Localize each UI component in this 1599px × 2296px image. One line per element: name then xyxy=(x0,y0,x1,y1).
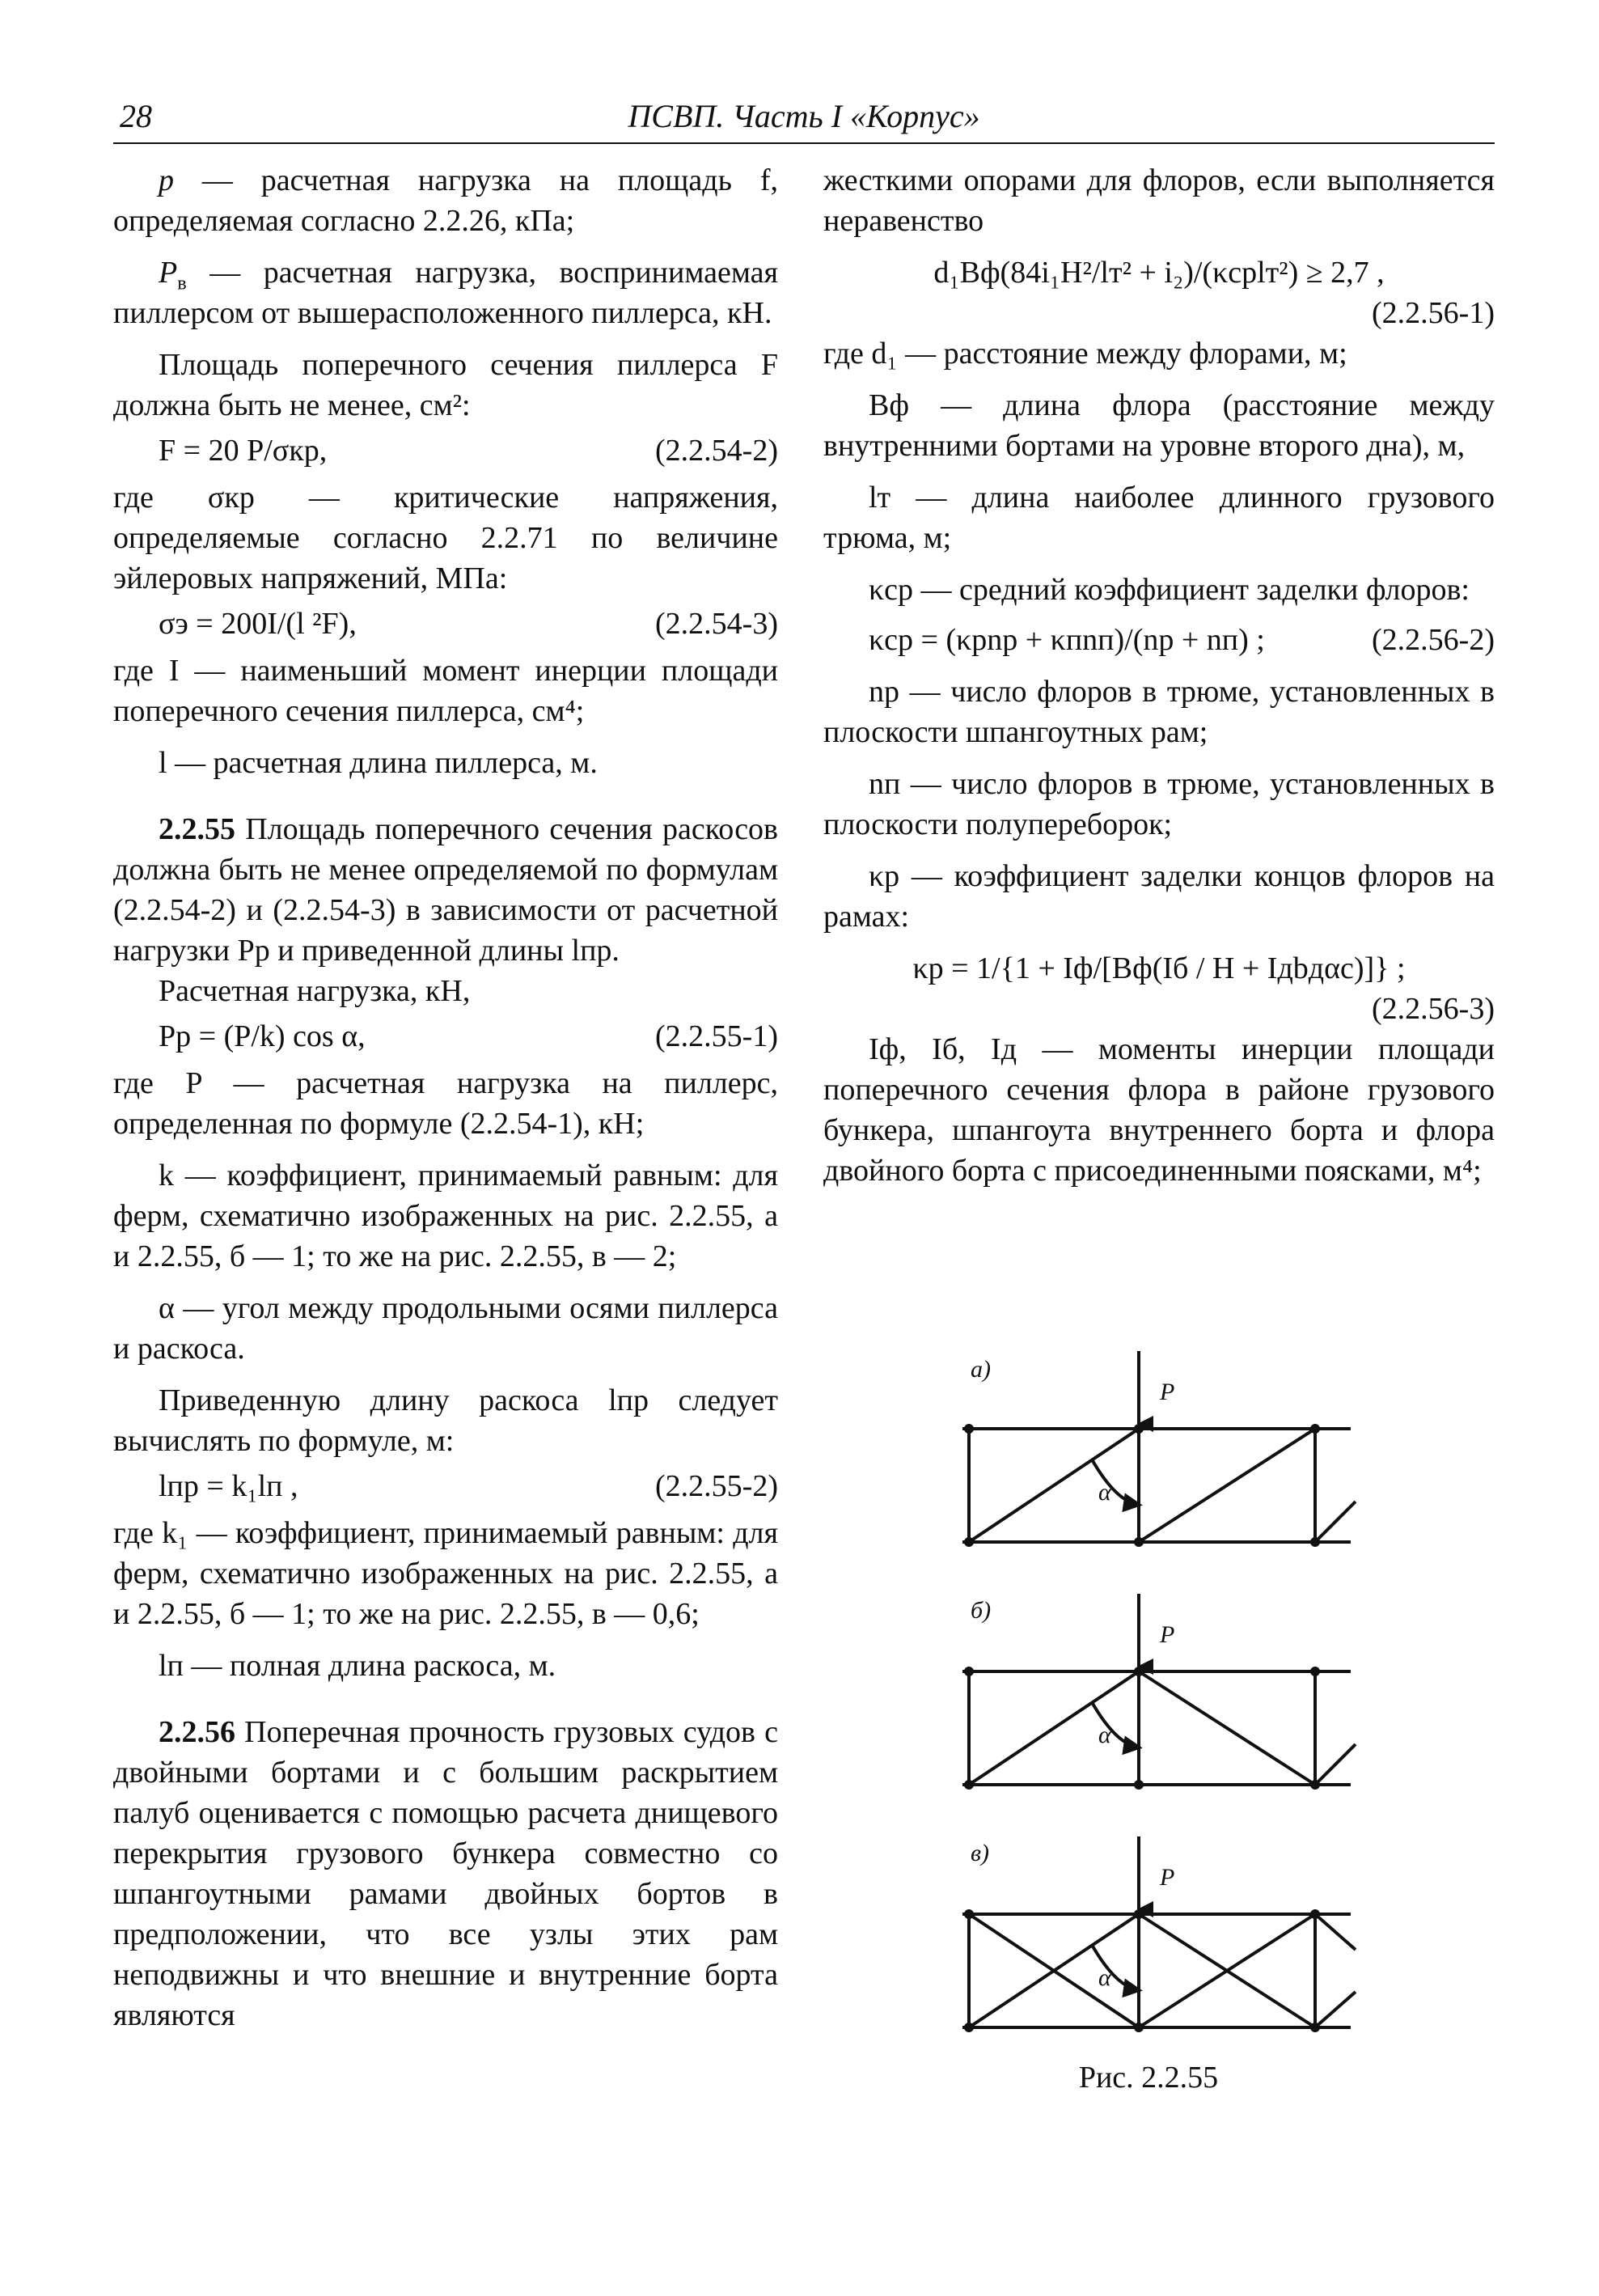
brace-b-1 xyxy=(969,1671,1139,1785)
figure-2-2-55 xyxy=(930,1343,1383,2120)
page-number: 28 xyxy=(120,98,152,134)
paragraph: α — угол между продольными осями пиллерса и раскоса. xyxy=(113,1291,778,1366)
running-title: ПСВП. Часть I «Корпус» xyxy=(628,98,980,134)
paragraph: κр — коэффициент заделки концов флоров на рамах: xyxy=(823,859,1495,934)
equation-2-2-55-1: Pр = (P/k) cos α, (2.2.55-1) xyxy=(159,1019,778,1053)
paragraph: κср — средний коэффициент заделки флоров: xyxy=(869,573,1470,607)
load-label-b: P xyxy=(1160,1621,1175,1648)
def-p: p — расчетная нагрузка на площадь f, определяемая согласно 2.2.26, кПа; xyxy=(113,163,778,238)
paragraph: где σкр — критические напряжения, определяемые согласно 2.2.71 по величине эйлеровых напряжений, МПа: xyxy=(113,481,778,595)
load-label-a: P xyxy=(1160,1379,1175,1405)
figure-caption: Рис. 2.2.55 xyxy=(1078,2061,1219,2095)
truss-diagrams xyxy=(930,1343,1383,2120)
angle-label-a: α xyxy=(1098,1479,1111,1506)
equation-2-2-54-2: F = 20 P/σкр, (2.2.54-2) xyxy=(159,434,778,468)
angle-label-b: α xyxy=(1098,1722,1111,1748)
paragraph: Bф — длина флора (расстояние между внутренними бортами на уровне второго дна), м, xyxy=(823,388,1495,463)
page-header xyxy=(113,92,1495,144)
truss-c xyxy=(962,1836,1356,2032)
def-pv: $P_в$ — расчетная нагрузка, воспринимаемая пиллерсом от вышерасположенного пиллерса, кН. xyxy=(113,256,778,330)
paragraph: lт — длина наиболее длинного грузового трюма, м; xyxy=(823,481,1495,555)
truss-b xyxy=(962,1594,1356,1790)
equation-2-2-56-1: d₁Bф(84i₁H²/lт² + i₂)/(κсрlт²) ≥ 2,7 , xyxy=(933,256,1385,290)
equation-number: (2.2.56-3) xyxy=(1372,992,1495,1026)
label-b: б) xyxy=(971,1597,992,1624)
paragraph: Расчетная нагрузка, кН, xyxy=(159,974,471,1008)
brace-a-2 xyxy=(1139,1429,1315,1542)
paragraph: nп — число флоров в трюме, установленных в плоскости полупереборок; xyxy=(823,767,1495,841)
angle-label-c: α xyxy=(1098,1964,1111,1991)
load-label-c: P xyxy=(1160,1864,1175,1891)
label-a: а) xyxy=(971,1356,991,1383)
paragraph: lп — полная длина раскоса, м. xyxy=(159,1649,556,1683)
label-c: в) xyxy=(971,1840,990,1866)
brace-a-1 xyxy=(969,1429,1139,1542)
equation-2-2-55-2: lпр = k₁lп , (2.2.55-2) xyxy=(159,1469,778,1503)
paragraph: l — расчетная длина пиллерса, м. xyxy=(159,746,598,780)
paragraph: где P — расчетная нагрузка на пиллерс, определенная по формуле (2.2.54-1), кН; xyxy=(113,1066,778,1141)
paragraph: Площадь поперечного сечения пиллерса F должна быть не менее, см²: xyxy=(113,348,778,422)
paragraph: k — коэффициент, принимаемый равным: для ферм, схематично изображенных на рис. 2.2.55, а и 2.2.55, б — 1; то же на рис. 2.2.55, в — 2; xyxy=(113,1159,778,1273)
paragraph: где d₁ — расстояние между флорами, м; xyxy=(823,337,1347,371)
brace-b-2 xyxy=(1139,1671,1315,1785)
paragraph: Приведенную длину раскоса lпр следует вычислять по формуле, м: xyxy=(113,1383,778,1458)
paragraph: где k₁ — коэффициент, принимаемый равным: для ферм, схематично изображенных на рис. 2.2.55, а и 2.2.55, б — 1; то же на рис. 2.2.55, в — 0,6; xyxy=(113,1516,778,1631)
equation-2-2-56-2: κср = (κрnр + κпnп)/(nр + nп) ; (2.2.56-2) xyxy=(869,623,1495,657)
left-column xyxy=(113,160,778,2035)
equation-number: (2.2.56-1) xyxy=(1372,296,1495,330)
section-2-2-56: 2.2.56 Поперечная прочность грузовых судов с двойными бортами и с большим раскрытием палуб оценивается с помощью расчета днищевого перекрытия грузового бункера совместно со шпангоутными рамами двойных бортов в предположении, что все узлы этих рам неподвижны и что внешние и внутренние борта являются xyxy=(113,1715,778,2032)
paragraph: nр — число флоров в трюме, установленных в плоскости шпангоутных рам; xyxy=(823,675,1495,749)
right-column xyxy=(823,160,1495,1191)
equation-2-2-56-3: κр = 1/{1 + Iф/[Bф(Iб / H + Iдbдαс)]} ; xyxy=(912,951,1406,985)
equation-2-2-54-3: σэ = 200I/(l ²F), (2.2.54-3) xyxy=(159,607,778,641)
paragraph: жесткими опорами для флоров, если выполняется неравенство xyxy=(823,163,1495,238)
paragraph: где I — наименьший момент инерции площади поперечного сечения пиллерса, см⁴; xyxy=(113,654,778,728)
section-2-2-55: 2.2.55 Площадь поперечного сечения раскосов должна быть не менее определяемой по формулам (2.2.54-2) и (2.2.54-3) в зависимости от расчетной нагрузки Pр и приведенной длины lпр. xyxy=(113,812,778,968)
paragraph: Iф, Iб, Iд — моменты инерции площади поперечного сечения флора в районе грузового бункера, шпангоута внутреннего борта и флора двойного борта с присоединенными поясками, м⁴; xyxy=(823,1032,1495,1188)
truss-a xyxy=(962,1351,1356,1547)
